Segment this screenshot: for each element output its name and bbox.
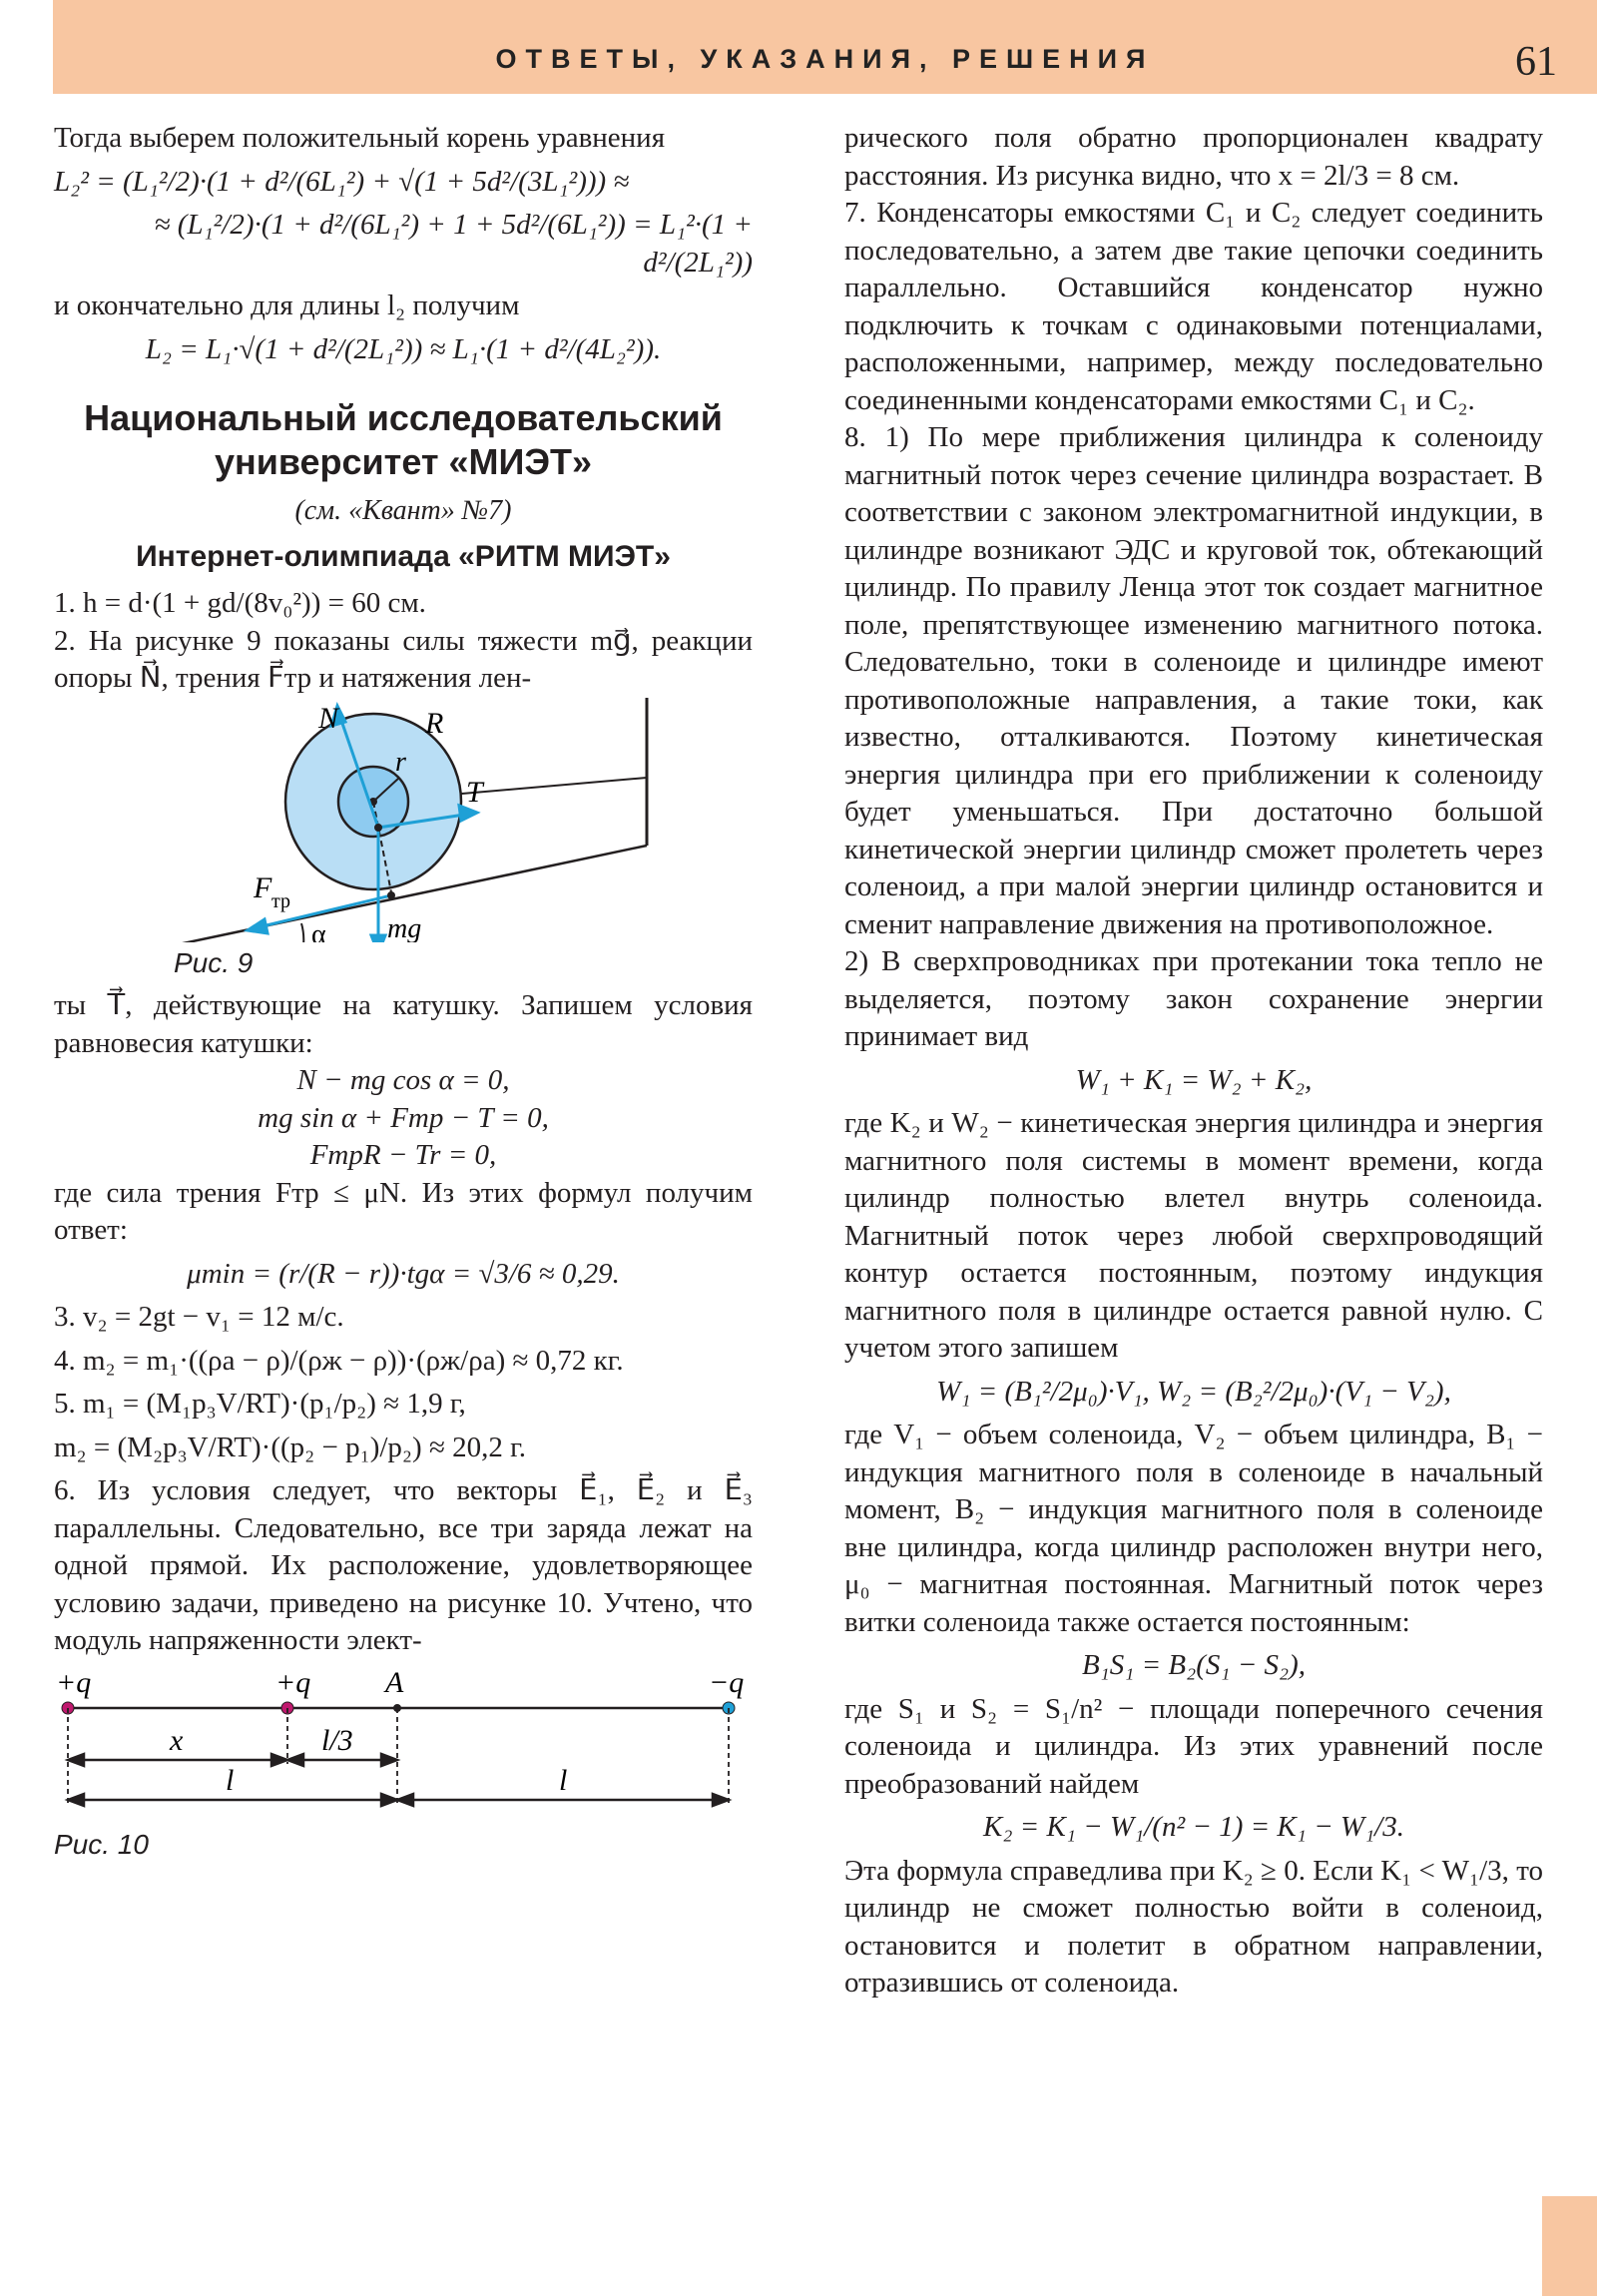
where-text-3: где S₁ и S₂ = S₁/n² − площади поперечного сечения соленоида и цилиндра. Из этих уравнений после преобразований найдем xyxy=(844,1692,1543,1800)
page-header xyxy=(53,0,1597,94)
force-point xyxy=(374,824,382,832)
answer-8-part2: 2) В сверхпроводниках при протекании тока тепло не выделяется, поэтому закон сохранение энергии принимает вид xyxy=(844,945,1543,1052)
page-number: 61 xyxy=(1515,39,1557,85)
corner-tab xyxy=(1542,2196,1597,2296)
answer-5-m2: m₂ = (M₂p₃V/RT)·((p₂ − p₁)/p₂) ≈ 20,2 г. xyxy=(54,1431,526,1463)
label-q2: +q xyxy=(275,1665,311,1699)
equation-mu: μmin = (r/(R − r))·tgα = √3/6 ≈ 0,29. xyxy=(187,1257,620,1290)
label-f: F xyxy=(254,870,272,904)
final-text: и окончательно для длины l₂ получим xyxy=(54,289,520,321)
paragraph-continuation: рического поля обратно пропорционален квадрату расстояния. Из рисунка видно, что x = 2l/3 = 8 см. xyxy=(844,122,1543,192)
equation-l2-squared-a: L₂² = (L₁²/2)·(1 + d²/(6L₁²) + √(1 + 5d²/(3L₁²))) ≈ xyxy=(54,165,630,198)
label-l-left: l xyxy=(226,1763,235,1797)
section-note: (см. «Квант» №7) xyxy=(294,495,512,526)
figure-10-caption: Рис. 10 xyxy=(54,1828,149,1860)
equation-energy: W₁ + K₁ = W₂ + K₂, xyxy=(1075,1063,1313,1096)
label-n: N xyxy=(318,701,339,735)
contact-point xyxy=(387,891,395,899)
left-column xyxy=(54,120,753,1869)
equation-l2: L₂ = L₁·√(1 + d²/(2L₁²)) ≈ L₁·(1 + d²/(4L₂²)). xyxy=(145,332,662,365)
angle-arc xyxy=(301,923,303,942)
figure-9 xyxy=(54,698,753,942)
label-r-small: r xyxy=(395,746,406,778)
label-x: x xyxy=(170,1723,184,1757)
equation-eq3: FтрR − Tr = 0, xyxy=(309,1139,497,1171)
dimension-arrows xyxy=(68,1754,729,1806)
answer-8-part1: 8. 1) По мере приближения цилиндра к соленоиду магнитный поток через сечение цилиндра возрастает. В соответствии с законом электромагнитной индукции, в цилиндре возникают ЭДС и круговой ток, обтекающий цилиндр. По правилу Ленца этот ток создает магнитное поле, препятствующее изменению магнитного потока. Следовательно, токи в соленоиде и цилиндре имеют противоположные направления, а такие токи, как известно, отталкиваются. Поэтому кинетическая энергия цилиндра при его приближении к соленоиду будет уменьшаться. При достаточно большой кинетической энергии цилиндр сможет пролететь через соленоид, а при малой энергии цилиндр остановится и сменит направление движения на противоположное. xyxy=(844,421,1543,940)
vector-mg-head xyxy=(371,935,385,942)
right-column xyxy=(844,120,1543,2003)
answer-5-m1: 5. m₁ = (M₁p₃V/RT)·(p₁/p₂) ≈ 1,9 г, xyxy=(54,1388,466,1420)
answer-2-continued: ты T⃗, действующие на катушку. Запишем условия равновесия катушки: xyxy=(54,989,753,1059)
vector-f-head xyxy=(248,919,267,933)
figure-10 xyxy=(54,1664,753,1824)
section-subtitle: Интернет-олимпиада «РИТМ МИЭТ» xyxy=(136,539,671,573)
label-a: A xyxy=(385,1665,404,1699)
label-q1: +q xyxy=(56,1665,92,1699)
friction-text: где сила трения Fтр ≤ μN. Из этих формул получим ответ: xyxy=(54,1176,753,1246)
intro-text: Тогда выберем положительный корень уравнения xyxy=(54,122,666,154)
label-f-sub: тр xyxy=(271,889,290,912)
equation-k2: K₂ = K₁ − W₁/(n² − 1) = K₁ − W₁/3. xyxy=(983,1811,1404,1843)
label-t: T xyxy=(466,775,483,809)
answer-1: 1. h = d·(1 + gd/(8v₀²)) = 60 см. xyxy=(54,587,426,619)
equation-eq1: N − mg cos α = 0, xyxy=(296,1064,510,1096)
answer-2: 2. На рисунке 9 показаны силы тяжести mg⃗, реакции опоры N⃗, трения F⃗тр и натяжения лен- xyxy=(54,624,753,694)
equation-l2-squared-b: ≈ (L₁²/2)·(1 + d²/(6L₁²) + 1 + 5d²/(6L₁²)) = L₁²·(1 + d²/(2L₁²)) xyxy=(154,209,753,279)
where-text-1: где K₂ и W₂ − кинетическая энергия цилиндра и энергия магнитного поля системы в момент времени, когда цилиндр полностью влетел внутрь соленоида. Магнитный поток через любой сверхпроводящий контур остается постоянным, поэтому индукция магнитного поля в цилиндре остается равной нулю. С учетом этого запишем xyxy=(844,1107,1543,1364)
answer-6: 6. Из условия следует, что векторы E⃗₁, E⃗₂ и E⃗₃ параллельны. Следовательно, все три заряда лежат на одной прямой. Их расположение, удовлетворяющее условию задачи, приведено на рисунке 10. Учтено, что модуль напряженности элект- xyxy=(54,1474,753,1656)
label-l-third: l/3 xyxy=(321,1723,353,1757)
label-alpha: α xyxy=(311,918,326,942)
section-title: Национальный исследовательский университет «МИЭТ» xyxy=(84,397,723,482)
equation-w: W₁ = (B₁²/2μ₀)·V₁, W₂ = (B₂²/2μ₀)·(V₁ − V₂), xyxy=(936,1375,1451,1408)
guide-lines xyxy=(68,1708,729,1804)
where-text-2: где V₁ − объем соленоида, V₂ − объем цилиндра, B₁ − индукция магнитного поля в соленоиде в начальный момент, B₂ − индукция магнитного поля в соленоиде вне цилиндра, когда цилиндр расположен внутри него, μ₀ − магнитная постоянная. Магнитный поток через витки соленоида также остается постоянным: xyxy=(844,1419,1543,1638)
answer-7: 7. Конденсаторы емкостями C₁ и C₂ следует соединить последовательно, а затем две такие цепочки соединить параллельно. Оставшийся конденсатор нужно подключить к точкам с одинаковыми потенциалами, расположенными, например, между последовательно соединенными конденсаторами емкостями C₁ и C₂. xyxy=(844,197,1543,416)
label-r-big: R xyxy=(425,706,444,740)
figure-9-caption: Рис. 9 xyxy=(174,946,254,978)
final-paragraph: Эта формула справедлива при K₂ ≥ 0. Если K₁ < W₁/3, то цилиндр не сможет полностью войти в соленоид, остановится и полетит в обратном направлении, отразившись от соленоида. xyxy=(844,1854,1543,1999)
label-mg: mg xyxy=(387,912,422,942)
answer-3: 3. v₂ = 2gt − v₁ = 12 м/с. xyxy=(54,1301,344,1333)
header-title: ОТВЕТЫ, УКАЗАНИЯ, РЕШЕНИЯ xyxy=(495,44,1155,74)
equation-flux: B₁S₁ = B₂(S₁ − S₂), xyxy=(1081,1649,1307,1681)
label-q3: −q xyxy=(709,1665,745,1699)
label-l-right: l xyxy=(559,1763,568,1797)
equation-eq2: mg sin α + Fтр − T = 0, xyxy=(258,1101,549,1134)
answer-4: 4. m₂ = m₁·((ρа − ρ)/(ρж − ρ))·(ρж/ρа) ≈ 0,72 кг. xyxy=(54,1344,624,1377)
